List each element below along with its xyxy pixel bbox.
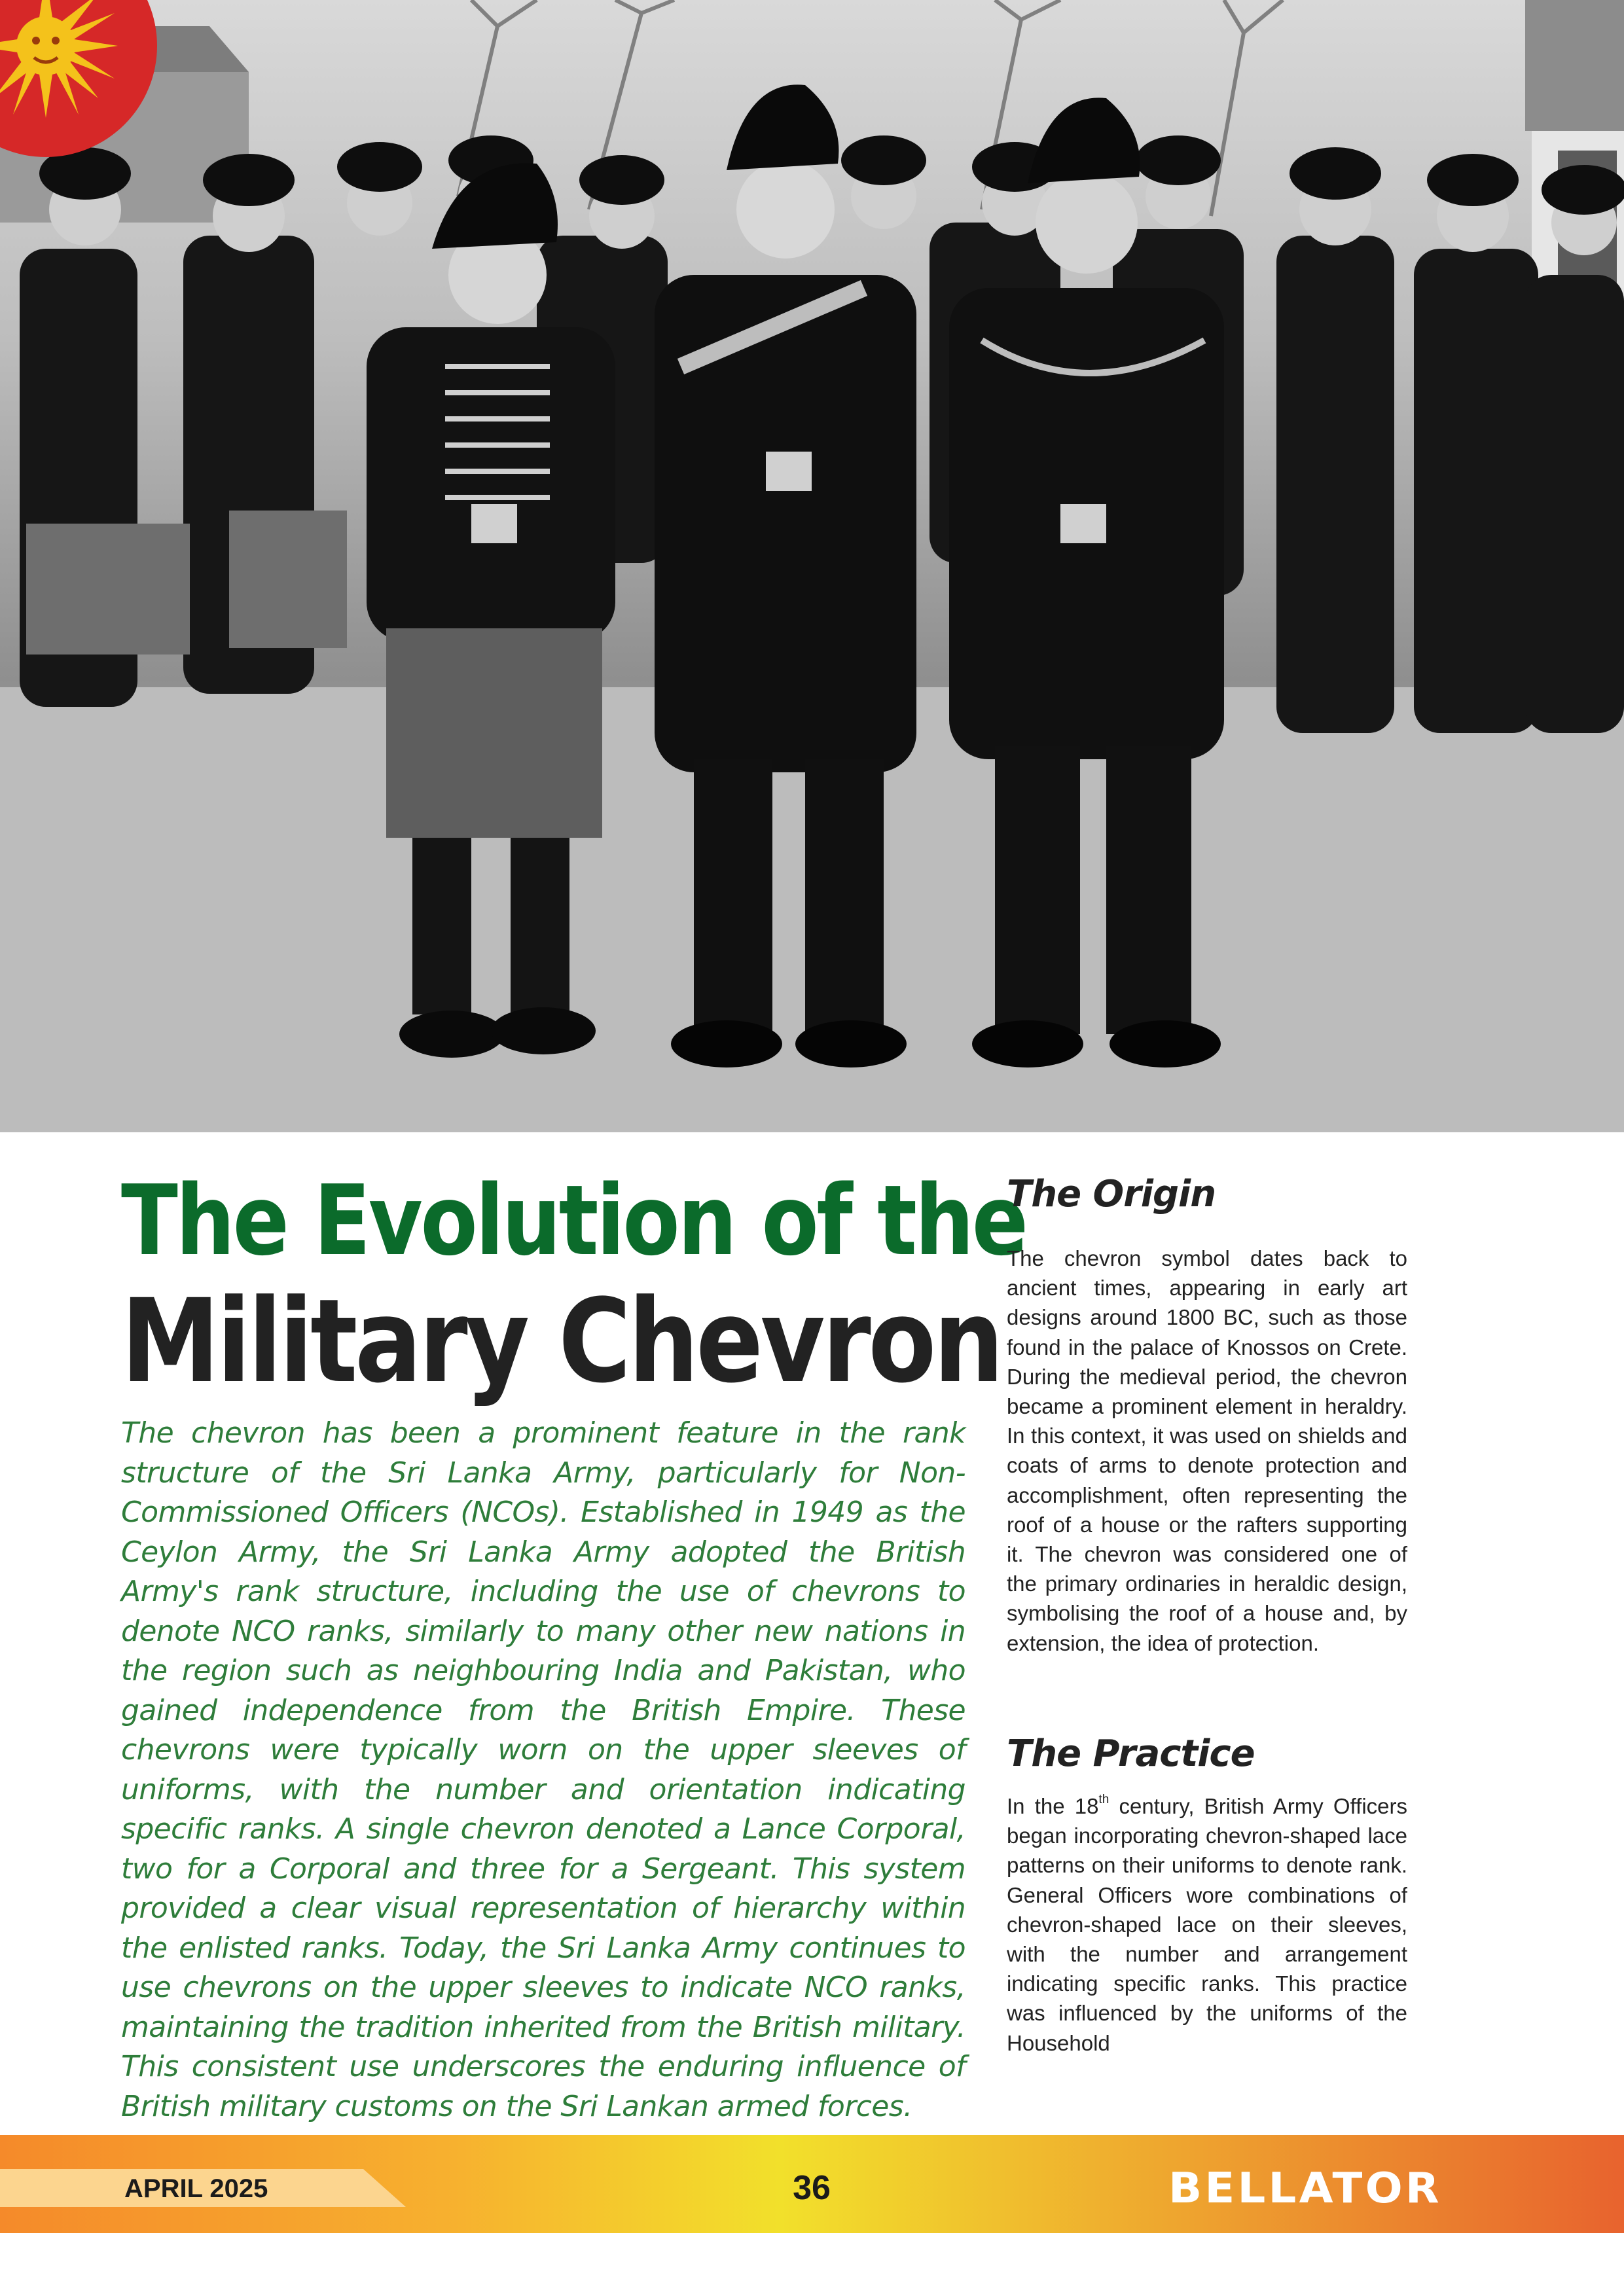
section-practice [1007,1731,1407,2083]
section-origin [1007,1172,1407,1658]
practice-body-start: In the 18 [1007,1794,1099,1818]
section-origin-heading: The Origin [1007,1173,1216,1215]
sun-emblem-icon [0,0,164,164]
title-line-1: The Evolution of the [121,1164,1026,1277]
section-origin-body: The chevron symbol dates back to ancient times, appearing in early art designs around 1800 BC, such as those found in the palace of Knossos on Crete. During the medieval period, the chevron became a prominent element in heraldry. In this context, it was used on shields and coats of arms to denote protection and accomplishment, often representing the roof of a house or the rafters supporting it. The chevron was considered one of the primary ordinaries in heraldic design, symbolising the roof of a house and, by extension, the idea of protection. [1007,1246,1407,1655]
practice-body-rest: century, British Army Officers began incorporating chevron-shaped lace patterns on their uniforms to denote rank. General Officers wore combinations of chevron-shaped lace on their sleeves, with the number and arrangement indicating specific ranks. This practice was influenced by the uniforms of the Household [1007,1794,1407,2055]
title-line-2: Military Chevron [121,1274,1001,1408]
brand-logo: BELLATOR [1168,2164,1442,2213]
page-number: 36 [793,2169,831,2207]
issue-date: APRIL 2025 [124,2174,268,2203]
hero-photo [0,0,1624,1132]
intro-paragraph: The chevron has been a prominent feature in the rank structure of the Sri Lanka Army, particularly for Non-Commissioned Officers (NCOs). Established in 1949 as the Ceylon Army, the Sri Lanka Army adopted the British Army's rank structure, including the use of chevrons to denote NCO ranks, similarly to many other new nations in the region such as neighbouring India and Pakistan, who gained independence from the British Empire. These chevrons were typically worn on the upper sleeves of uniforms, with the number and orientation indicating specific ranks. A single chevron denoted a Lance Corporal, two for a Corporal and three for a Sergeant. This system provided a clear visual representation of hierarchy within the enlisted ranks. Today, the Sri Lanka Army continues to use chevrons on the upper sleeves to indicate NCO ranks, maintaining the tradition inherited from the British military. This consistent use underscores the enduring influence of British military customs on the Sri Lankan armed forces. [121,1416,965,2123]
section-practice-body [1007,1791,1407,2083]
section-practice-heading: The Practice [1007,1732,1255,1775]
practice-body-superscript: th [1098,1793,1110,1806]
group-photo-illustration [0,0,1624,1132]
